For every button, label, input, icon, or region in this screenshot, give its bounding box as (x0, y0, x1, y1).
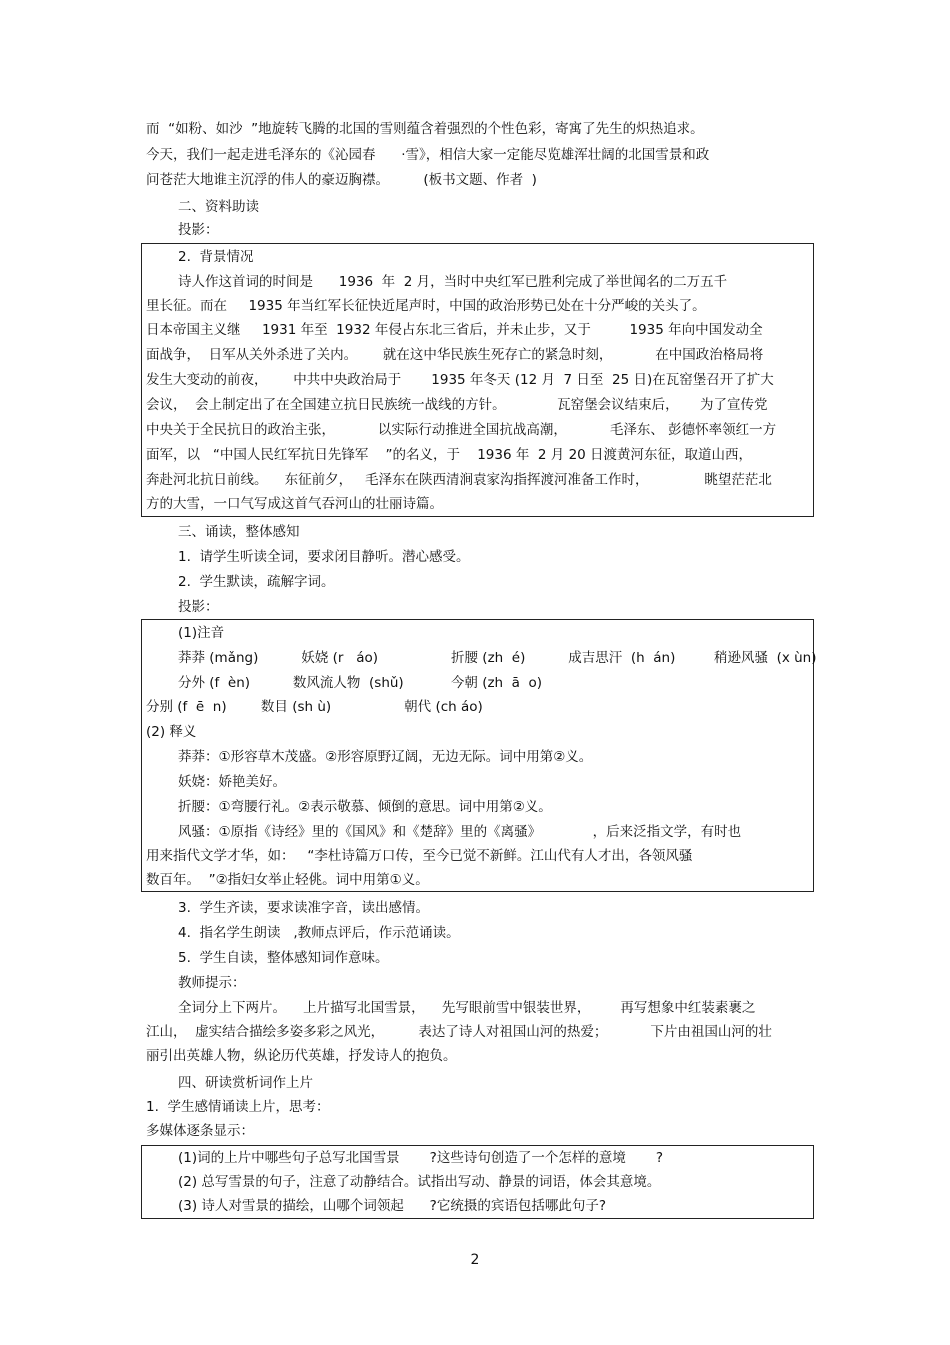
step-item: 2. 学生默读，疏解字词。 (178, 574, 335, 590)
box-line: 会议， 会上制定出了在全国建立抗日民族统一战线的方针。 瓦窑堡会议结束后， 为了宣传党 (146, 397, 768, 413)
step-item: 3. 学生齐读，要求读准字音，读出感情。 (178, 900, 429, 916)
step-item: 1. 请学生听读全词，要求闭目静听。潜心感受。 (178, 549, 470, 565)
box-line: 2. 背景情况 (178, 249, 254, 265)
box-line: (1)词的上片中哪些句子总写北国雪景 ?这些诗句创造了一个怎样的意境 ? (178, 1150, 664, 1166)
page-number: 2 (470, 1252, 480, 1268)
paragraph-line: 全词分上下两片。 上片描写北国雪景， 先写眼前雪中银装世界， 再写想象中红装素裹之 (178, 1000, 756, 1016)
box-line: 分外 (f èn) 数风流人物 (shǔ) 今朝 (zh ā o) (178, 675, 543, 691)
section-heading: 二、资料助读 (178, 199, 259, 215)
intro-line: 而 “如粉、如沙 ”地旋转飞腾的北国的雪则蕴含着强烈的个性色彩，寄寓了先生的炽热追求。 (146, 121, 704, 137)
box-line: 奔赴河北抗日前线。 东征前夕， 毛泽东在陕西清涧袁家沟指挥渡河准备工作时， 眺望茫茫北 (146, 472, 772, 488)
section-heading: 三、诵读，整体感知 (178, 524, 300, 540)
paragraph-line: 江山， 虚实结合描绘多姿多彩之风光， 表达了诗人对祖国山河的热爱； 下片由祖国山河的壮 (146, 1024, 772, 1040)
box-line: 里长征。而在 1935 年当红军长征快近尾声时，中国的政治形势已处在十分严峻的关头了。 (146, 298, 706, 314)
box-line: 方的大雪，一口气写成这首气吞河山的壮丽诗篇。 (146, 496, 443, 512)
projection-label: 投影： (178, 599, 219, 615)
projection-label: 投影： (178, 222, 219, 238)
step-item: 4. 指名学生朗读 ,教师点评后，作示范诵读。 (178, 925, 460, 941)
box-line: 日本帝国主义继 1931 年至 1932 年侵占东北三省后，并未止步，又于 1935 年向中国发动全 (146, 322, 763, 338)
display-label: 多媒体逐条显示： (146, 1123, 254, 1139)
box-line: 发生大变动的前夜， 中共中央政治局于 1935 年冬天 (12 月 7 日至 25 日)在瓦窑堡召开了扩大 (146, 372, 774, 388)
box-line: 数百年。 ”②指妇女举止轻佻。词中用第①义。 (146, 872, 429, 888)
box-line: 诗人作这首词的时间是 1936 年 2 月，当时中央红军已胜利完成了举世闻名的二万五千 (178, 274, 728, 290)
step-item: 5. 学生自读，整体感知词作意味。 (178, 950, 389, 966)
box-line: 分别 (f ē n) 数目 (sh ù) 朝代 (ch áo) (146, 699, 483, 715)
teacher-tip-label: 教师提示： (178, 975, 246, 991)
box-line: 莽莽 (mǎng) 妖娆 (r áo) 折腰 (zh é) 成吉思汗 (h án) 稍逊风骚 (x ùn) (178, 650, 817, 666)
intro-line: 问苍茫大地谁主沉浮的伟人的豪迈胸襟。 (板书文题、作者 ) (146, 172, 537, 188)
box-line: 用来指代文学才华，如： “李杜诗篇万口传，至今已觉不新鲜。江山代有人才出，各领风骚 (146, 848, 693, 864)
box-line: (2) 释义 (146, 724, 197, 740)
box-line: 莽莽：①形容草木茂盛。②形容原野辽阔，无边无际。词中用第②义。 (178, 749, 593, 765)
box-line: 面军，以 “中国人民红军抗日先锋军 ”的名义，于 1936 年 2 月 20 日渡黄河东征，取道山西， (146, 447, 753, 463)
box-line: (1)注音 (178, 625, 225, 641)
box-line: 中央关于全民抗日的政治主张， 以实际行动推进全国抗战高潮， 毛泽东、 彭德怀率领红一方 (146, 422, 777, 438)
box-line: 妖娆：娇艳美好。 (178, 774, 286, 790)
box-line: 折腰：①弯腰行礼。②表示敬慕、倾倒的意思。词中用第②义。 (178, 799, 552, 815)
section-heading: 四、研读赏析词作上片 (178, 1075, 313, 1091)
box-line: 风骚：①原指《诗经》里的《国风》和《楚辞》里的《离骚》 ，后来泛指文学，有时也 (178, 824, 742, 840)
intro-line: 今天，我们一起走进毛泽东的《沁园春 ·雪》，相信大家一定能尽览雄浑壮阔的北国雪景和政 (146, 147, 710, 163)
question-line: 1. 学生感情诵读上片，思考： (146, 1099, 330, 1115)
box-line: (2) 总写雪景的句子，注意了动静结合。试指出写动、静景的词语，体会其意境。 (178, 1174, 661, 1190)
box-line: 面战争， 日军从关外杀进了关内。 就在这中华民族生死存亡的紧急时刻， 在中国政治格局将 (146, 347, 764, 363)
paragraph-line: 丽引出英雄人物，纵论历代英雄，抒发诗人的抱负。 (146, 1048, 457, 1064)
box-line: (3) 诗人对雪景的描绘，山哪个词领起 ?它统摄的宾语包括哪此句子? (178, 1198, 606, 1214)
